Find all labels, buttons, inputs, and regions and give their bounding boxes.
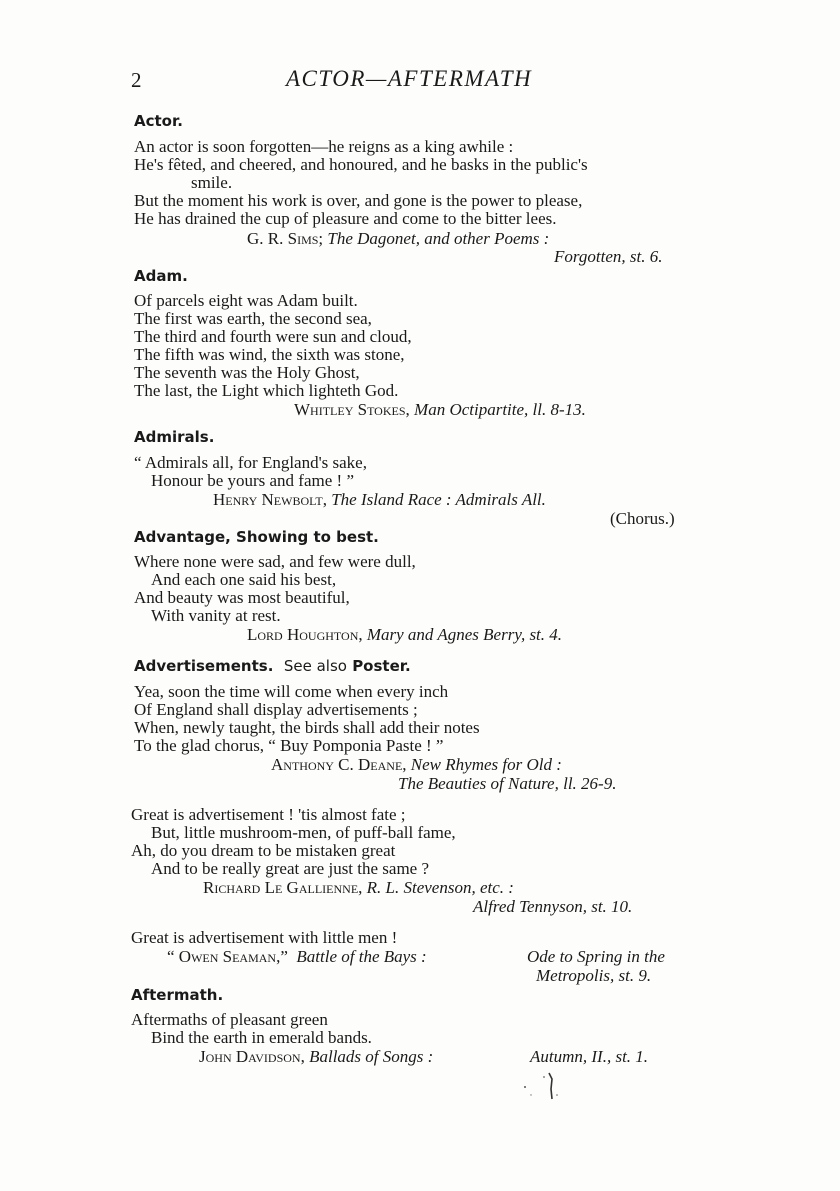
author-name: Richard Le Gallienne	[203, 878, 359, 897]
attribution: Richard Le Gallienne, R. L. Stevenson, etc. :	[203, 878, 514, 897]
author-name: Lord Houghton	[247, 625, 359, 644]
attribution	[167, 947, 427, 967]
entry-heading: Adam.	[134, 267, 188, 285]
quote-line: An actor is soon forgotten—he reigns as a king awhile :	[134, 137, 514, 156]
quote-line: To the glad chorus, “ Buy Pomponia Paste ! ”	[134, 736, 444, 755]
entry-heading: Advantage, Showing to best.	[134, 528, 379, 546]
entry-heading: Aftermath.	[131, 986, 224, 1004]
work-title: R. L. Stevenson, etc. :	[366, 878, 514, 897]
quote-line: “ Admirals all, for England's sake,	[134, 453, 367, 472]
quote-line: Great is advertisement ! 'tis almost fate ;	[131, 805, 406, 824]
quote-line: Bind the earth in emerald bands.	[151, 1028, 372, 1047]
work-title: Metropolis, st. 9.	[536, 966, 652, 985]
work-title: The Beauties of Nature, ll. 26-9.	[398, 774, 617, 793]
quote-line: And to be really great are just the same ?	[151, 859, 430, 878]
work-title: Mary and Agnes Berry, st. 4.	[366, 625, 563, 644]
work-title: The Island Race : Admirals All.	[331, 490, 546, 509]
attribution: Henry Newbolt, The Island Race : Admirals All.	[213, 490, 546, 509]
author-name: John Davidson	[199, 1047, 301, 1066]
work-title: Autumn, II., st. 1.	[530, 1047, 649, 1066]
author-name: Anthony C. Deane	[271, 755, 403, 774]
author-name: Henry Newbolt	[213, 490, 323, 509]
quote-line: smile.	[191, 173, 233, 192]
running-head: ACTOR—AFTERMATH	[286, 66, 533, 91]
entry-heading: Advertisements. See also Poster.	[134, 657, 411, 675]
work-title: Ode to Spring in the	[527, 947, 665, 966]
attribution: John Davidson, Ballads of Songs :	[199, 1047, 434, 1066]
author-name: Whitley Stokes	[294, 400, 406, 419]
quote-line: Great is advertisement with little men !	[131, 928, 398, 947]
quote-line: The last, the Light which lighteth God.	[134, 381, 399, 400]
work-title: Forgotten, st. 6.	[554, 247, 663, 266]
quote-line: The seventh was the Holy Ghost,	[134, 363, 360, 382]
entry-heading: Actor.	[134, 112, 183, 130]
work-title: Alfred Tennyson, st. 10.	[473, 897, 633, 916]
attribution: G. R. Sims; The Dagonet, and other Poems :	[247, 229, 550, 248]
page-number: 2	[131, 68, 142, 92]
attribution: Lord Houghton, Mary and Agnes Berry, st. 4.	[247, 625, 563, 644]
attribution-note: (Chorus.)	[610, 509, 675, 528]
work-title: Battle of the Bays :	[296, 947, 427, 966]
work-title: New Rhymes for Old :	[410, 755, 562, 774]
quote-line: Honour be yours and fame ! ”	[151, 471, 354, 490]
quote-line: The third and fourth were sun and cloud,	[134, 327, 412, 346]
quote-line: And beauty was most beautiful,	[134, 588, 350, 607]
author-name: G. R. Sims	[247, 229, 319, 248]
attribution: Whitley Stokes, Man Octipartite, ll. 8-13.	[294, 400, 586, 419]
quote-line: He has drained the cup of pleasure and come to the bitter lees.	[134, 209, 557, 228]
work-title: Man Octipartite, ll. 8-13.	[414, 400, 586, 419]
quote-line: The first was earth, the second sea,	[134, 309, 372, 328]
quote-line: Aftermaths of pleasant green	[131, 1010, 328, 1029]
quote-line: Of parcels eight was Adam built.	[134, 291, 358, 310]
author-name: “ Owen Seaman,”	[167, 947, 288, 966]
quote-line: Of England shall display advertisements ;	[134, 700, 418, 719]
quote-line: And each one said his best,	[151, 570, 337, 589]
scan-specks	[505, 1065, 575, 1110]
quote-line: But, little mushroom-men, of puff-ball fame,	[151, 823, 456, 842]
quote-line: Yea, soon the time will come when every inch	[134, 682, 449, 701]
quote-line: The fifth was wind, the sixth was stone,	[134, 345, 405, 364]
quote-line: When, newly taught, the birds shall add their notes	[134, 718, 480, 737]
quote-line: He's fêted, and cheered, and honoured, and he basks in the public's	[134, 155, 588, 174]
quote-line: But the moment his work is over, and gone is the power to please,	[134, 191, 583, 210]
entry-heading: Admirals.	[134, 428, 215, 446]
quote-line: Ah, do you dream to be mistaken great	[131, 841, 396, 860]
work-title: The Dagonet, and other Poems :	[327, 229, 550, 248]
quote-line: With vanity at rest.	[151, 606, 281, 625]
cross-reference: Poster.	[352, 657, 411, 675]
attribution: Anthony C. Deane, New Rhymes for Old :	[271, 755, 562, 774]
see-also-label: See also	[283, 657, 347, 675]
quote-line: Where none were sad, and few were dull,	[134, 552, 416, 571]
work-title: Ballads of Songs :	[309, 1047, 434, 1066]
